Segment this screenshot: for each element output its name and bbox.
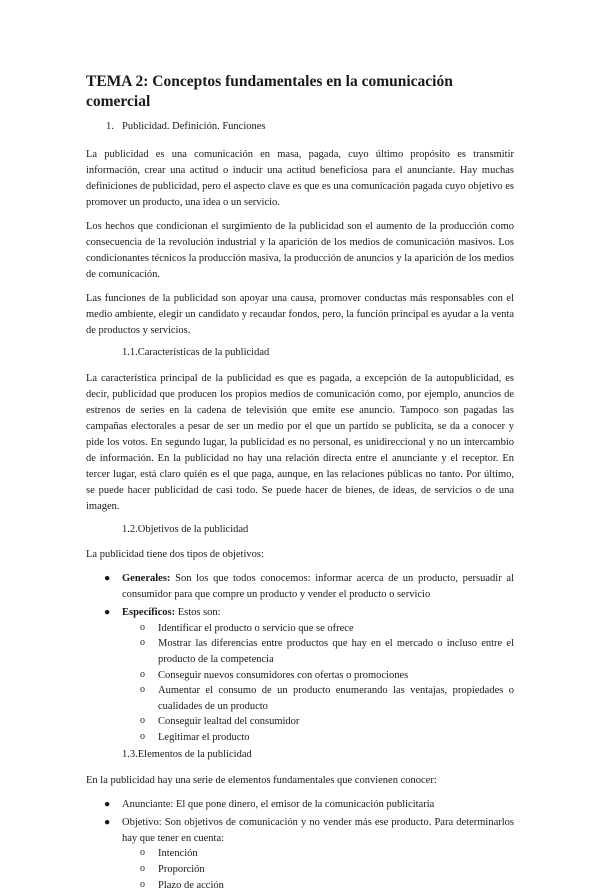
list-item <box>122 846 514 862</box>
bullet-disc-icon: ● <box>104 797 110 813</box>
bullet-circle-icon: o <box>140 668 145 683</box>
bullet-disc-icon: ● <box>104 605 110 621</box>
objectives-list <box>86 571 514 745</box>
paragraph-characteristics: La característica principal de la publicidad es que es pagada, a excepción de la autopublicidad, es decir, publicidad que producen los propios medios de comunicación como, por ejemplo, anuncios de estrenos de series en la cadena de televisión que emite ese anuncio. Tampoco son pagadas las campañas electorales a pesar de ser un medio por el que un partido se publicita, se da a conocer y pide los votos. En segundo lugar, la publicidad es no personal, es unidireccional y no un intercambio de información. En la publicidad no hay una relación directa entre el anunciante y el receptor. En tercer lugar, está claro quién es el que paga, aunque, en las relaciones públicas no tanto. Por último, se puede hacer publicidad de casi todo. Se puede hacer de bienes, de ideas, de servicios o de una imagen. <box>86 371 514 515</box>
list-item <box>122 862 514 878</box>
section-label: Publicidad. Definición. Funciones <box>122 121 265 132</box>
bullet-circle-icon: o <box>140 846 145 861</box>
bullet-circle-icon: o <box>140 636 145 651</box>
subsection-heading-1-1: 1.1.Características de la publicidad <box>122 346 514 361</box>
bullet-disc-icon: ● <box>104 815 110 831</box>
list-item-text: Mostrar las diferencias entre productos que hay en el mercado o incluso entre el producto de la competencia <box>158 638 514 665</box>
specific-objectives-list <box>122 621 514 745</box>
bullet-circle-icon: o <box>140 683 145 698</box>
list-item <box>122 878 514 893</box>
list-item <box>122 668 514 684</box>
paragraph-objectives-intro: La publicidad tiene dos tipos de objetivos: <box>86 547 514 563</box>
list-item-anunciante <box>86 797 514 813</box>
list-item-text: Proporción <box>158 864 205 875</box>
bullet-circle-icon: o <box>140 878 145 893</box>
bullet-circle-icon: o <box>140 862 145 877</box>
section-heading-1 <box>106 120 514 135</box>
elements-list <box>86 797 514 893</box>
list-item-text: Identificar el producto o servicio que se ofrece <box>158 623 354 634</box>
list-item <box>122 621 514 637</box>
list-item-text: Intención <box>158 848 198 859</box>
list-item-objetivo <box>86 815 514 893</box>
subsection-heading-1-2: 1.2.Objetivos de la publicidad <box>122 523 514 538</box>
list-item <box>122 714 514 730</box>
list-item-text: Plazo de acción <box>158 880 224 891</box>
term-label: Generales: <box>122 573 170 584</box>
list-item <box>122 636 514 667</box>
bullet-circle-icon: o <box>140 730 145 745</box>
list-item-text: Legitimar el producto <box>158 732 250 743</box>
page-title: TEMA 2: Conceptos fundamentales en la comunicación comercial <box>86 72 514 112</box>
paragraph-origins: Los hechos que condicionan el surgimiento de la publicidad son el aumento de la producción como consecuencia de la revolución industrial y la aparición de los medios de comunicación masivos. Los condicionantes técnicos la producción masiva, la producción de anuncios y la aparición de los medios de comunicación. <box>86 219 514 283</box>
term-text: Son los que todos conocemos: informar acerca de un producto, persuadir al consumidor para que compre un producto y vender el producto o servicio <box>122 573 514 600</box>
list-item-generales <box>86 571 514 602</box>
objective-criteria-list <box>122 846 514 893</box>
list-item-text: Conseguir nuevos consumidores con ofertas o promociones <box>158 670 408 681</box>
list-item <box>122 683 514 714</box>
bullet-circle-icon: o <box>140 714 145 729</box>
list-item-text: Objetivo: Son objetivos de comunicación y no vender más ese producto. Para determinarlos hay que tener en cuenta: <box>122 817 514 844</box>
bullet-circle-icon: o <box>140 621 145 636</box>
paragraph-definition: La publicidad es una comunicación en masa, pagada, cuyo último propósito es transmitir información, crear una actitud o inducir una actitud beneficiosa para el anunciante. Hay muchas definiciones de publicidad, pero el aspecto clave es que es una comunicación pagada cuyo objetivo es promover un producto, una idea o un servicio. <box>86 147 514 211</box>
bullet-disc-icon: ● <box>104 571 110 587</box>
list-item-text: Anunciante: El que pone dinero, el emisor de la comunicación publicitaria <box>122 799 434 810</box>
list-item-especificos <box>86 605 514 745</box>
list-item-text: Conseguir lealtad del consumidor <box>158 716 299 727</box>
term-text: Estos son: <box>175 607 221 618</box>
list-item <box>122 730 514 746</box>
paragraph-functions: Las funciones de la publicidad son apoyar una causa, promover conductas más responsables con el medio ambiente, elegir un candidato y recaudar fondos, pero, la función principal es ayudar a la venta de productos y servicios. <box>86 291 514 339</box>
paragraph-elements-intro: En la publicidad hay una serie de elementos fundamentales que convienen conocer: <box>86 773 514 789</box>
subsection-heading-1-3: 1.3.Elementos de la publicidad <box>122 748 514 763</box>
list-item-text: Aumentar el consumo de un producto enumerando las ventajas, propiedades o cualidades de un producto <box>158 685 514 712</box>
term-label: Específicos: <box>122 607 175 618</box>
section-number: 1. <box>106 120 122 135</box>
